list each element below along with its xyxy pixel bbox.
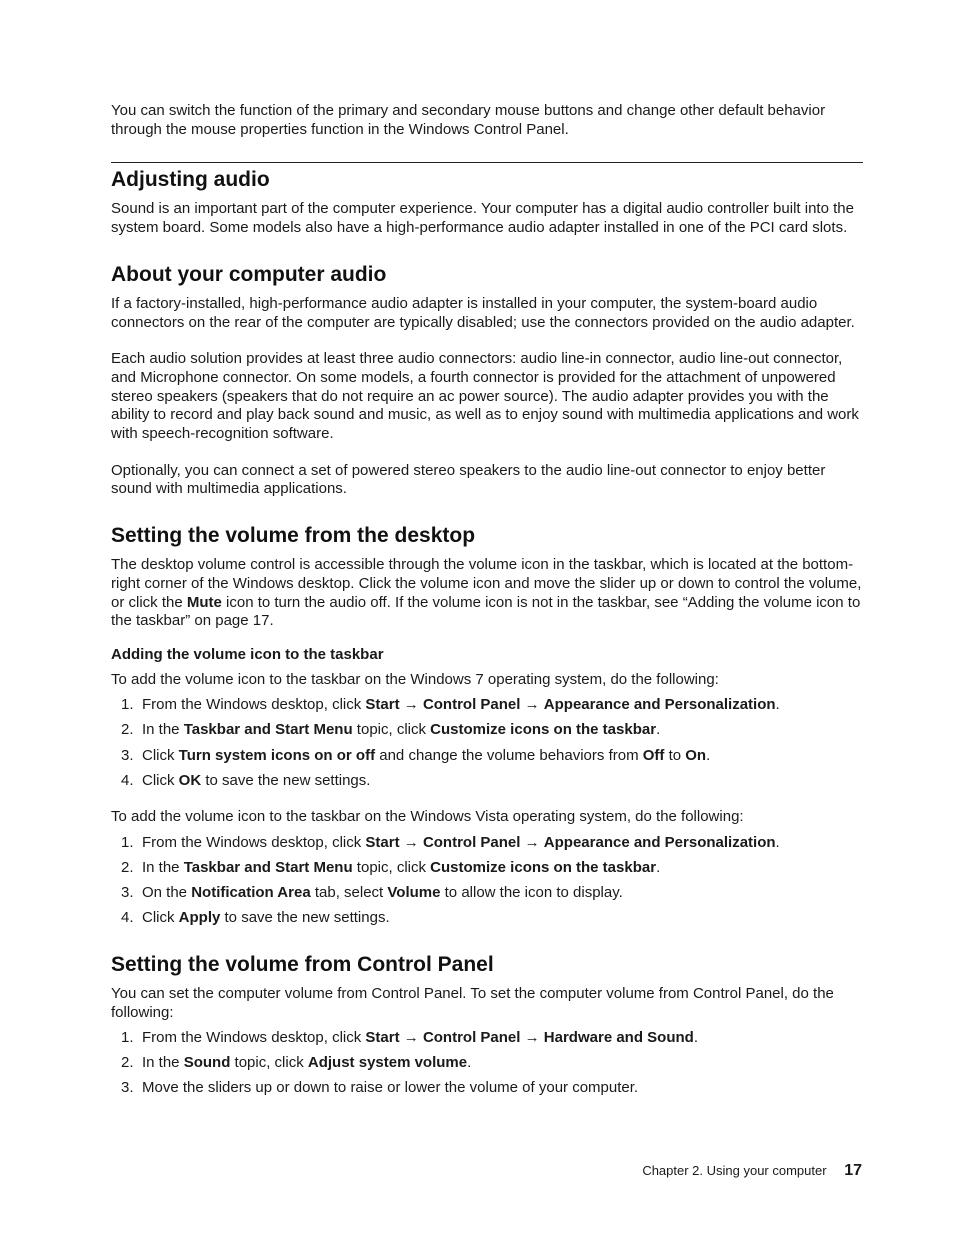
vista-lead-paragraph: To add the volume icon to the taskbar on the Windows Vista operating system, do the following:: [111, 808, 744, 826]
list-item: 1. From the Windows desktop, click Start → Control Panel → Appearance and Personalization.: [121, 696, 780, 714]
list-item: 3. Move the sliders up or down to raise or lower the volume of your computer.: [121, 1079, 639, 1097]
list-item: 3. On the Notification Area tab, select Volume to allow the icon to display.: [121, 884, 623, 902]
heading-adjusting-audio: Adjusting audio: [111, 168, 270, 192]
intro-paragraph: You can switch the function of the primary and secondary mouse buttons and change other default behavior through the mouse properties function in the Windows Control Panel.: [111, 102, 826, 138]
footer-chapter: Chapter 2. Using your computer: [642, 1163, 827, 1178]
about-audio-paragraph-1: If a factory-installed, high-performance audio adapter is installed in your computer, the system-board audio connectors on the rear of the computer are typically disabled; use the connectors provided on the audio adapter.: [111, 294, 855, 331]
list-item: 3. Click Turn system icons on or off and change the volume behaviors from Off to On.: [121, 746, 711, 764]
control-panel-lead-paragraph: You can set the computer volume from Control Panel. To set the computer volume from Control Panel, do the following:: [111, 984, 834, 1021]
list-item: 4. Click OK to save the new settings.: [121, 771, 371, 789]
control-panel-steps-list: [111, 1029, 863, 1098]
document-page: [111, 102, 863, 1098]
list-item: 1. From the Windows desktop, click Start → Control Panel → Appearance and Personalization.: [121, 833, 780, 851]
volume-desktop-paragraph: The desktop volume control is accessible through the volume icon in the taskbar, which is located at the bottom-right corner of the Windows desktop. Click the volume icon and move the slider up or down to control the volume, or click the Mute icon to turn the audio off. If the volume icon is not in the taskbar, see “Adding the volume icon to the taskbar” on page 17.: [111, 556, 862, 630]
about-audio-paragraph-2: Each audio solution provides at least three audio connectors: audio line-in connector, audio line-out connector, and Microphone connector. On some models, a fourth connector is provided for the attachment of unpowered stereo speakers (speakers that do not require an ac power source). The audio adapter provides you with the ability to record and play back sound and music, as well as to enjoy sound with multimedia applications and work with speech-recognition software.: [111, 350, 859, 443]
list-item: 4. Click Apply to save the new settings.: [121, 909, 390, 927]
page-footer: [0, 1162, 862, 1180]
list-item: 1. From the Windows desktop, click Start → Control Panel → Hardware and Sound.: [121, 1028, 698, 1046]
vista-steps-list: [111, 834, 863, 928]
heading-volume-desktop: Setting the volume from the desktop: [111, 524, 476, 548]
list-item: 2. In the Taskbar and Start Menu topic, click Customize icons on the taskbar.: [121, 858, 661, 876]
adjusting-audio-paragraph: Sound is an important part of the computer experience. Your computer has a digital audio controller built into the system board. Some models also have a high-performance audio adapter installed in one of the PCI card slots.: [111, 200, 854, 237]
win7-steps-list: [111, 696, 863, 790]
page-number: 17: [844, 1162, 862, 1179]
list-item: 2. In the Sound topic, click Adjust system volume.: [121, 1054, 472, 1072]
heading-volume-control-panel: Setting the volume from Control Panel: [111, 952, 494, 976]
win7-lead-paragraph: To add the volume icon to the taskbar on the Windows 7 operating system, do the following:: [111, 670, 719, 688]
about-audio-paragraph-3: Optionally, you can connect a set of powered stereo speakers to the audio line-out connector to enjoy better sound with multimedia applications.: [111, 461, 826, 498]
section-divider: [111, 162, 863, 163]
list-item: 2. In the Taskbar and Start Menu topic, click Customize icons on the taskbar.: [121, 721, 661, 739]
subheading-add-volume-icon: Adding the volume icon to the taskbar: [111, 645, 384, 663]
heading-about-audio: About your computer audio: [111, 262, 387, 286]
